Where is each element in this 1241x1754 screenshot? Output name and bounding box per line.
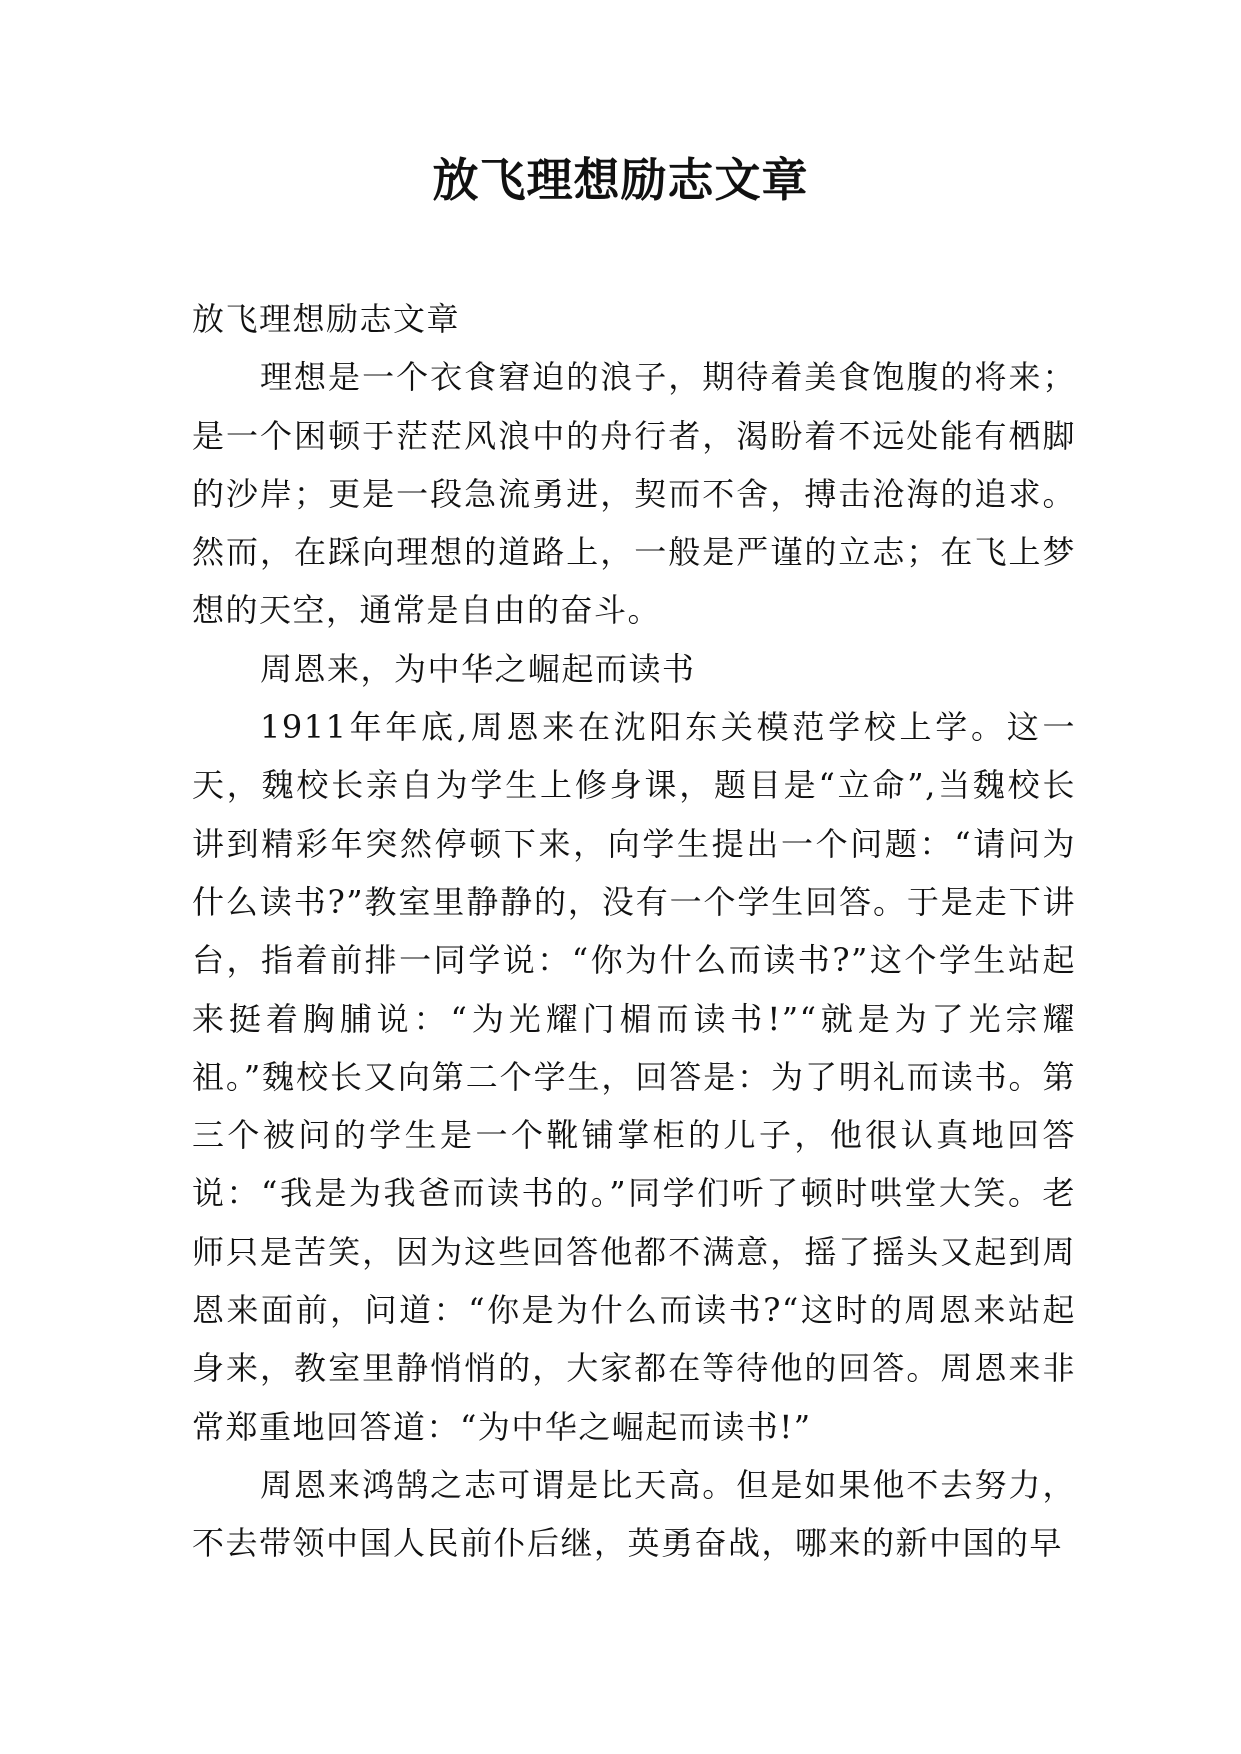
- story-paragraph: 1911年年底,周恩来在沈阳东关模范学校上学。这一天，魏校长亲自为学生上修身课，题目是“立命”,当魏校长讲到精彩年突然停顿下来，向学生提出一个问题：“请问为什么读书?”教室里静静的，没有一个学生回答。于是走下讲台，指着前排一同学说：“你为什么而读书?”这个学生站起来挺着胸脯说：“为光耀门楣而读书!”“就是为了光宗耀祖。”魏校长又向第二个学生，回答是：为了明礼而读书。第三个被问的学生是一个靴铺掌柜的儿子，他很认真地回答说：“我是为我爸而读书的。”同学们听了顿时哄堂大笑。老师只是苦笑，因为这些回答他都不满意，摇了摇头又起到周恩来面前，问道：“你是为什么而读书?“这时的周恩来站起身来，教室里静悄悄的，大家都在等待他的回答。周恩来非常郑重地回答道：“为中华之崛起而读书!”: [192, 708, 1076, 1446]
- document-body: [192, 290, 1076, 1573]
- intro-paragraph: 理想是一个衣食窘迫的浪子，期待着美食饱腹的将来；是一个困顿于茫茫风浪中的舟行者，渴盼着不远处能有栖脚的沙岸；更是一段急流勇进，契而不舍，搏击沧海的追求。然而，在踩向理想的道路上，一般是严谨的立志；在飞上梦想的天空，通常是自由的奋斗。: [192, 358, 1076, 630]
- subtitle-paragraph: 放飞理想励志文章: [192, 300, 461, 338]
- document-title: 放飞理想励志文章: [432, 153, 809, 207]
- section-heading-paragraph: 周恩来，为中华之崛起而读书: [260, 649, 696, 688]
- conclusion-paragraph: 周恩来鸿鹄之志可谓是比天高。但是如果他不去努力，不去带领中国人民前仆后继，英勇奋战，哪来的新中国的早: [192, 1465, 1076, 1563]
